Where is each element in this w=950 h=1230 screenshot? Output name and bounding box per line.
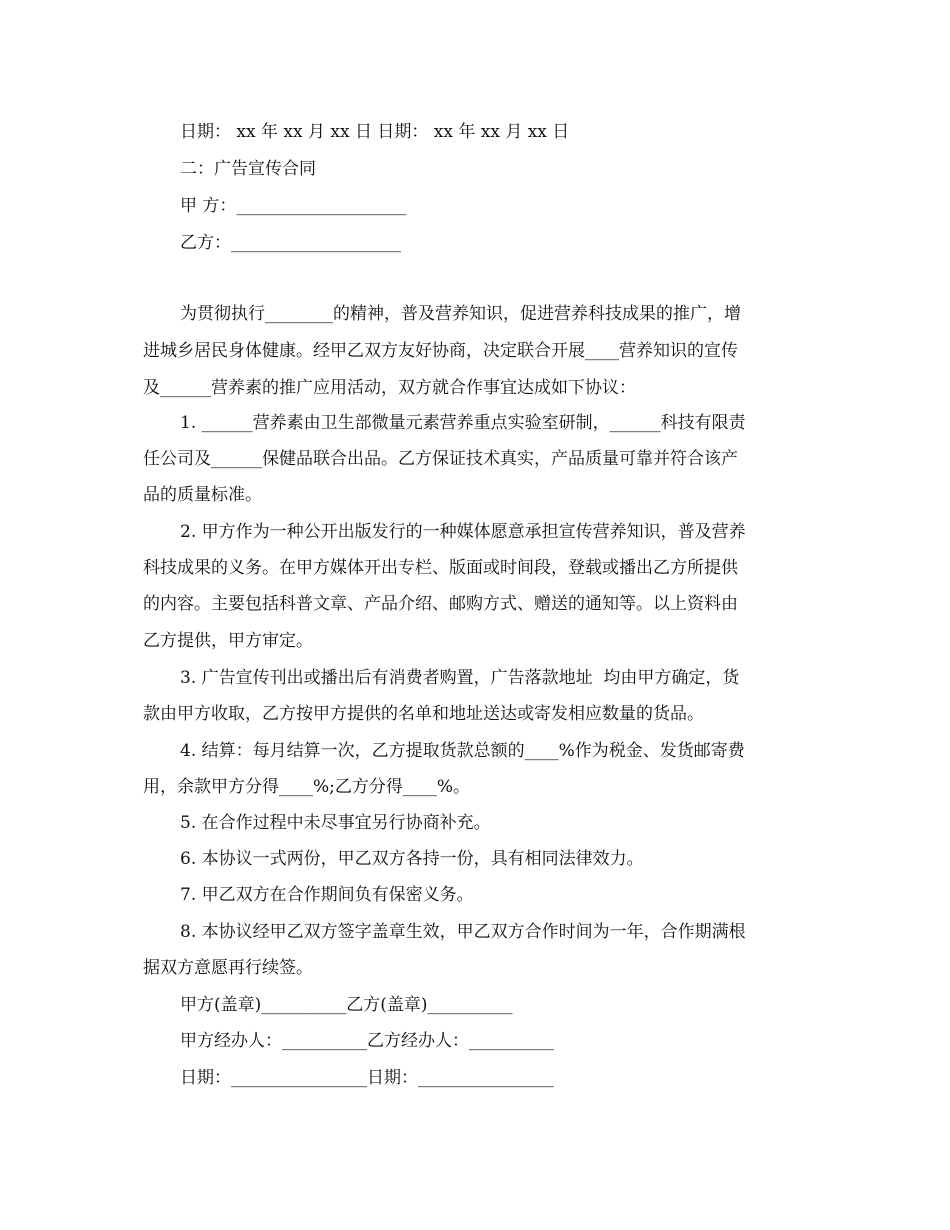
clause-5: 5. 在合作过程中未尽事宜另行协商补充。 <box>180 813 491 833</box>
clause-2-line-1: 2. 甲方作为一种公开出版发行的一种媒体愿意承担宣传营养知识，普及营养 <box>180 522 746 542</box>
clause-1-line-3: 品的质量标准。 <box>143 485 262 505</box>
clause-2-line-2: 科技成果的义务。在甲方媒体开出专栏、版面或时间段，登载或播出乙方所提供 <box>143 558 738 578</box>
clause-3-line-2: 款由甲方收取，乙方按甲方提供的名单和地址送达或寄发相应数量的货品。 <box>143 704 704 724</box>
clause-8-line-1: 8. 本协议经甲乙双方签字盖章生效，甲乙双方合作时间为一年，合作期满根 <box>180 922 746 942</box>
clause-1-line-2: 任公司及______保健品联合出品。乙方保证技术真实，产品质量可靠并符合该产 <box>143 449 738 469</box>
section-title: 二：广告宣传合同 <box>180 159 316 179</box>
clause-2-line-4: 乙方提供，甲方审定。 <box>143 631 313 651</box>
clause-2-line-3: 的内容。主要包括科普文章、产品介绍、邮购方式、赠送的通知等。以上资料由 <box>143 594 738 614</box>
party-b-line: 乙方：____________________ <box>180 233 401 253</box>
intro-line-2: 进城乡居民身体健康。经甲乙双方友好协商，决定联合开展____营养知识的宣传 <box>143 341 738 361</box>
intro-line-1: 为贯彻执行________的精神，普及营养知识，促进营养科技成果的推广，增 <box>180 304 741 324</box>
date-line-bottom: 日期：________________日期：________________ <box>180 1068 554 1088</box>
date-line-top: 日期： xx 年 xx 月 xx 日 日期： xx 年 xx 月 xx 日 <box>180 122 570 142</box>
party-a-line: 甲 方：____________________ <box>180 196 407 216</box>
clause-7: 7. 甲乙双方在合作期间负有保密义务。 <box>180 885 474 905</box>
clause-6: 6. 本协议一式两份，甲乙双方各持一份，具有相同法律效力。 <box>180 849 644 869</box>
clause-8-line-2: 据双方意愿再行续签。 <box>143 958 313 978</box>
seal-line: 甲方(盖章)__________乙方(盖章)__________ <box>180 995 513 1015</box>
clause-3-line-1: 3. 广告宣传刊出或播出后有消费者购置，广告落款地址 均由甲方确定，货 <box>180 668 740 688</box>
clause-1-line-1: 1. ______营养素由卫生部微量元素营养重点实验室研制，______科技有限责 <box>180 413 746 433</box>
intro-line-3: 及______营养素的推广应用活动，双方就合作事宜达成如下协议： <box>143 378 636 398</box>
agent-line: 甲方经办人：__________乙方经办人：__________ <box>180 1031 554 1051</box>
clause-4-line-2: 用，余款甲方分得____%;乙方分得____%。 <box>143 777 471 797</box>
clause-4-line-1: 4. 结算：每月结算一次，乙方提取货款总额的____%作为税金、发货邮寄费 <box>180 741 745 761</box>
